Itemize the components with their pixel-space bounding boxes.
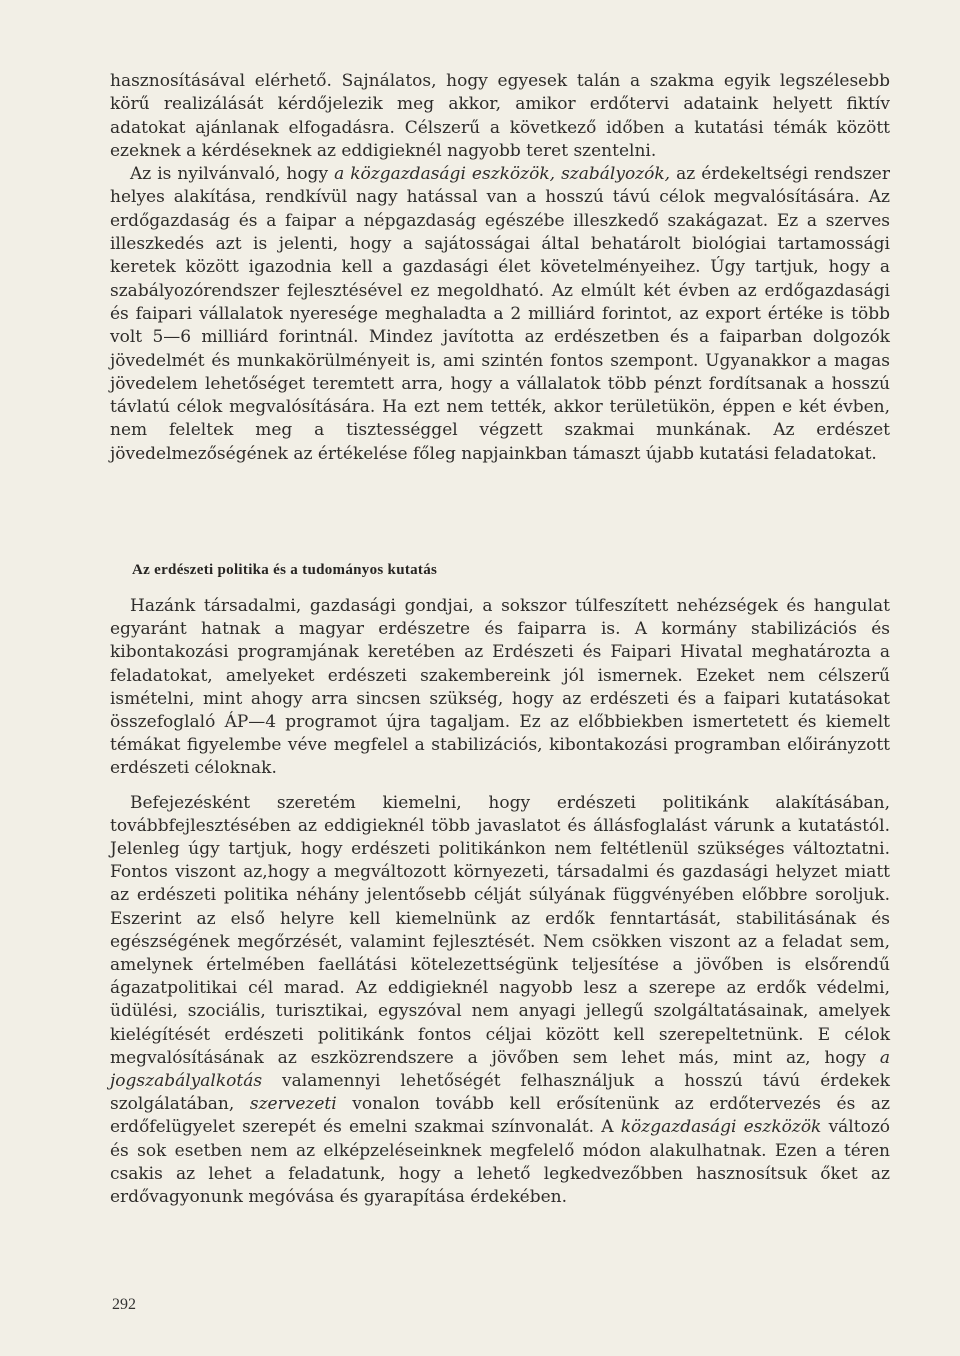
emphasis-text: a jogszabályalkotás — [110, 1047, 890, 1092]
emphasis-text: szervezeti — [249, 1094, 337, 1115]
paragraph-text: változó és sok esetben nem az elképzeléseinknek megfelelő módon alakulhatnak. Ezen a téren csakis az lehet a feladatunk, hogy a lehető legkedvezőbben hasznosítsuk őket az erdővagyonunk megóvása és gyarapítása érdekében. — [110, 1117, 891, 1208]
emphasis-text: a közgazdasági eszközök, szabályozók, — [334, 164, 671, 185]
emphasis-text: közgazdasági eszközök — [620, 1117, 822, 1138]
section-text-block — [110, 595, 890, 1209]
paragraph-national-problems: Hazánk társadalmi, gazdasági gondjai, a sokszor túlfeszített nehézségek és hangulat egyaránt hatnak a magyar erdészetre és faiparra is. A kormány stabilizációs és kibontakozási programjának keretében az Erdészeti és Faipari Hivatal meghatározta a feladatokat, amelyeket erdészeti szakembereink jól ismernek. Ezeket nem célszerű ismételni, mint ahogy arra sincsen szükség, hogy az erdészeti és a faipari kutatásokat összefoglaló ÁP—4 programot újra tagaljam. Ez az előbbiekben ismertetett és kiemelt témákat figyelembe véve megfelel a stabilizációs, kibontakozási programban előirányzott erdészeti céloknak. — [110, 596, 890, 779]
paragraph-continued: hasznosításával elérhető. Sajnálatos, hogy egyesek talán a szakma egyik legszélesebb körű realizálását kérdőjelezik meg akkor, amikor erdőtervi adataink helyett fiktív adatokat ajánlanak elfogadásra. Célszerű a következő időben a kutatási témák között ezeknek a kérdéseknek az eddigieknél nagyobb teret szentelni. — [110, 71, 890, 161]
continued-text-block — [110, 70, 890, 466]
paragraph-text: az érdekeltségi rendszer helyes alakítása, rendkívül nagy hatással van a hosszú távú célok megvalósítására. Az erdőgazdaság és a faipar a népgazdaság egészébe illeszkedő szakágazat. Ez a szerves illeszkedés azt is jelenti, hogy a sajátosságai által behatárolt biológiai tartamossági keretek között igazodnia kell a gazdasági élet követelményeihez. Úgy tartjuk, hogy a szabályozórendszer fejlesztésével ez megoldható. Az elmúlt két évben az erdőgazdasági és faipari vállalatok nyeresége meghaladta a 2 milliárd forintot, az export értéke is több volt 5—6 milliárd forintnál. Mindez javította az erdészetben és a faiparban dolgozók jövedelmét és munkakörülményeit is, ami szintén fontos szempont. Ugyanakkor a magas jövedelem lehetőséget teremtett arra, hogy a vállalatok több pénzt fordítsanak a hosszú távlatú célok megvalósítására. Ha ezt nem tették, akkor területükön, éppen e két évben, nem feleltek meg a tisztességgel végzett szakmai munkának. Az erdészet jövedelmezőségének az értékelése főleg napjainkban támaszt újabb kutatási feladatokat. — [110, 164, 890, 464]
paragraph-text: Befejezésként szeretém kiemelni, hogy erdészeti politikánk alakításában, továbbfejlesztésében az eddigieknél több javaslatot és állásfoglalást várunk a kutatástól. Jelenleg úgy tartjuk, hogy erdészeti politikánkon nem feltétlenül szükséges változtatni. Fontos viszont az,hogy a megváltozott környezeti, társadalmi és gazdasági helyzet miatt az erdészeti politika néhány jelentősebb célját súlyának függvényében előbbre soroljuk. Eszerint az első helyre kell kiemelnünk az erdők fenntartását, stabilitásának és egészségének megőrzését, valamint fejlesztését. Nem csökken viszont az a feladat sem, amelynek értelmében faellátási kötelezettségünk teljesítése a jövőben is elsőrendű ágazatpolitikai cél marad. Az eddigieknél nagyobb lesz a szerepe az erdők védelmi, üdülési, szociális, turisztikai, egyszóval nem anyagi jellegű szolgáltatásainak, amelyek kielégítését erdészeti politikánk fontos céljai között kell szerepeltetnünk. E célok megvalósításának az eszközrendszere a jövőben sem lehet más, mint az, hogy — [110, 792, 890, 1068]
paragraph-economic-tools — [110, 163, 890, 466]
paragraph-text: valamennyi lehetőségét felhasználjuk a hosszú távú érdekek szolgálatában, — [110, 1071, 890, 1115]
paragraph-text: vonalon tovább kell erősítenünk az erdőtervezés és az erdőfelügyelet szerepét és emelni szakmai színvonalát. A — [110, 1094, 890, 1138]
page-number: 292 — [112, 1296, 136, 1313]
paragraph-text: Az is nyilvánvaló, hogy — [130, 164, 335, 185]
section-heading: Az erdészeti politika és a tudományos kutatás — [132, 562, 438, 578]
paragraph-conclusion — [110, 792, 890, 1210]
